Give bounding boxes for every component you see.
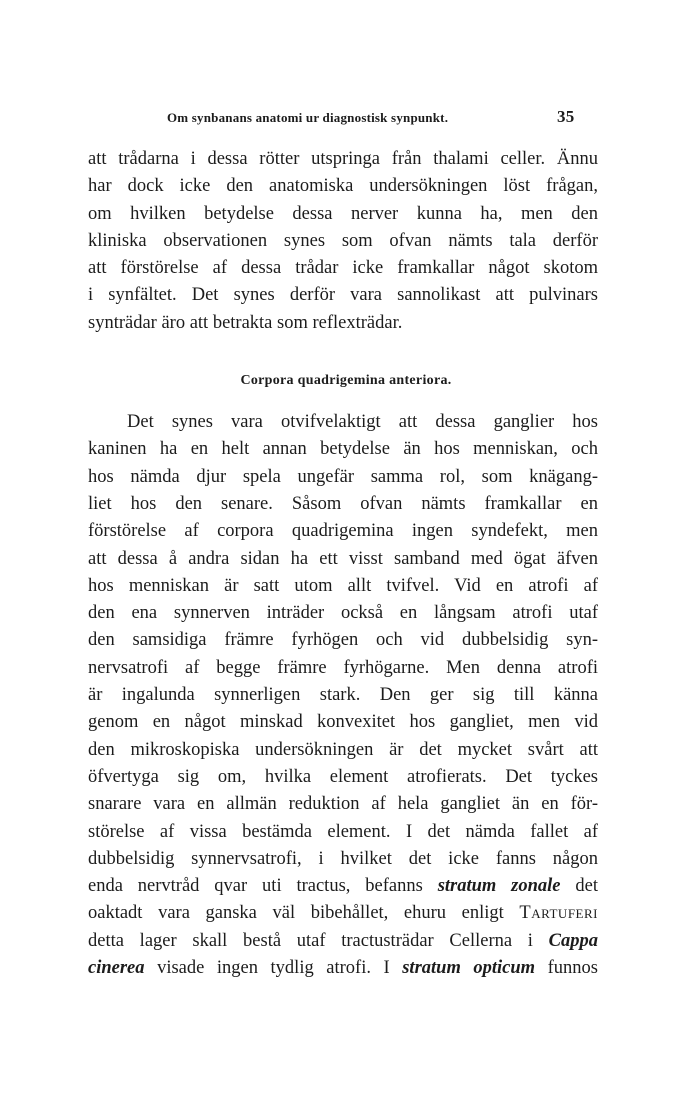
text-run: funnos xyxy=(535,958,598,979)
text-run: detta lager skall bestå utaf tractusträdar Cellerna i xyxy=(88,930,549,951)
text-line: Det synes vara otvifvelaktigt att dessa ganglier hos xyxy=(127,412,598,433)
paragraph-2 xyxy=(88,409,598,982)
text-line: den samsidiga främre fyrhögen och vid dubbelsidig syn- xyxy=(88,630,598,651)
text-line: kliniska observationen synes som ofvan nämts tala derför xyxy=(88,230,598,251)
text-line: är ingalunda synnerligen stark. Den ger sig till känna xyxy=(88,685,598,706)
page-number: 35 xyxy=(557,107,575,126)
text-line: störelse af vissa bestämda element. I det nämda fallet af xyxy=(88,821,598,842)
text-line: nervsatrofi af begge främre fyrhögarne. Men denna atrofi xyxy=(88,657,598,678)
text-line: genom en något minskad konvexitet hos gangliet, men vid xyxy=(88,712,598,733)
text-run: det xyxy=(560,876,598,897)
text-line: hos nämda djur spela ungefär samma rol, som knägang- xyxy=(88,466,598,487)
text-line: förstörelse af corpora quadrigemina ingen syndefekt, men xyxy=(88,521,598,542)
text-line xyxy=(88,873,598,900)
text-line: snarare vara en allmän reduktion af hela gangliet än en för- xyxy=(88,794,598,815)
text-run: oaktadt vara ganska väl bibehållet, ehuru enligt xyxy=(88,903,520,924)
text-line: i synfältet. Det synes derför vara sannolikast att pulvinars xyxy=(88,285,598,306)
text-line: dubbelsidig synnervsatrofi, i hvilket det icke fanns någon xyxy=(88,848,598,869)
paragraph-1 xyxy=(88,146,598,337)
text-line: att förstörelse af dessa trådar icke framkallar något skotom xyxy=(88,258,598,279)
text-line: om hvilken betydelse dessa nerver kunna ha, men den xyxy=(88,203,598,224)
text-line: den mikroskopiska undersökningen är det mycket svårt att xyxy=(88,739,598,760)
text-line xyxy=(88,900,598,927)
text-line: har dock icke den anatomiska undersökningen löst frågan, xyxy=(88,176,598,197)
running-title: Om synbanans anatomi ur diagnostisk synpunkt. xyxy=(167,110,449,125)
text-line: synträdar äro att betrakta som reflexträdar. xyxy=(88,312,403,333)
italic-term: stratum zonale xyxy=(437,876,561,897)
text-line: liet hos den senare. Såsom ofvan nämts framkallar en xyxy=(88,493,598,514)
text-run: visade ingen tydlig atrofi. I xyxy=(144,958,403,979)
italic-term: cinerea xyxy=(88,958,145,979)
text-line xyxy=(88,955,598,982)
text-line: att dessa å andra sidan ha ett visst samband med ögat äfven xyxy=(88,548,598,569)
italic-term: Cappa xyxy=(548,930,598,951)
italic-term: stratum opticum xyxy=(402,958,536,979)
text-line: hos menniskan är satt utom allt tvifvel. Vid en atrofi af xyxy=(88,575,598,596)
author-name: Tartuferi xyxy=(519,903,598,924)
running-head xyxy=(88,108,598,138)
book-page xyxy=(88,108,598,982)
text-line: kaninen ha en helt annan betydelse än hos menniskan, och xyxy=(88,439,598,460)
text-line xyxy=(88,928,598,955)
section-heading: Corpora quadrigemina anteriora. xyxy=(240,373,452,389)
text-line: den ena synnerven inträder också en långsam atrofi utaf xyxy=(88,603,598,624)
text-line: att trådarna i dessa rötter utspringa från thalami celler. Ännu xyxy=(88,149,598,169)
text-line: öfvertyga sig om, hvilka element atrofierats. Det tyckes xyxy=(88,766,598,787)
text-run: enda nervtråd qvar uti tractus, befanns xyxy=(88,876,438,897)
